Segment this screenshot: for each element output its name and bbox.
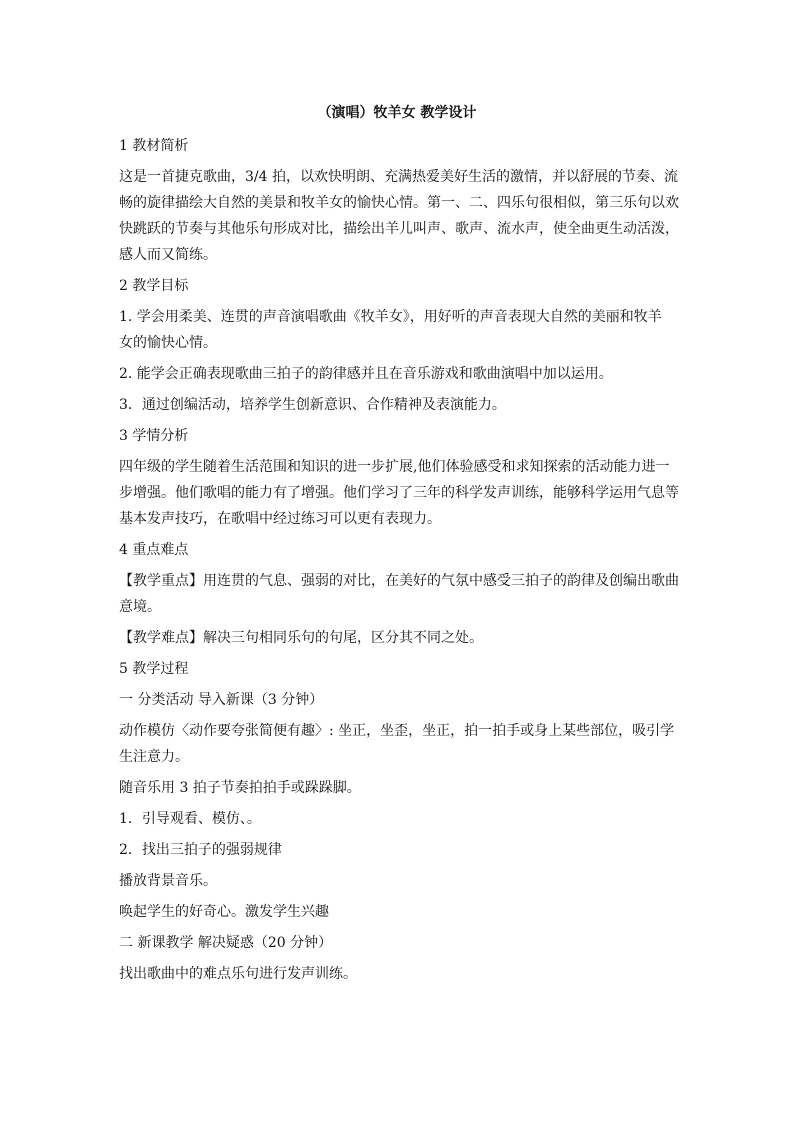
- text-line: 快跳跃的节奏与其他乐句形成对比，描绘出羊儿叫声、歌声、流水声，使全曲更生动活泼，: [119, 221, 679, 237]
- paragraph-difficulty: 【教学难点】解决三句相同乐句的句尾，区分其不同之处。: [119, 630, 483, 646]
- process-step-1: 1．引导观看、模仿、。: [119, 811, 261, 827]
- section-heading-key-points: 4 重点难点: [119, 542, 189, 558]
- paragraph-learner-analysis: [119, 454, 679, 532]
- goal-item-2: 2. 能学会正确表现歌曲三拍子的韵律感并且在音乐游戏和歌曲演唱中加以运用。: [119, 366, 613, 382]
- process-part-2-heading: 二 新课教学 解决疑惑（20 分钟）: [119, 935, 333, 951]
- paragraph-vocal-training: 找出歌曲中的难点乐句进行发声训练。: [119, 966, 357, 982]
- text-line: 畅的旋律描绘大自然的美景和牧羊女的愉快心情。第一、二、四乐句很相似，第三乐句以欢: [119, 195, 679, 211]
- text-line: 1. 学会用柔美、连贯的声音演唱歌曲《牧羊女》，用好听的声音表现大自然的美丽和牧羊: [119, 309, 662, 325]
- paragraph-rhythm-clap: 随音乐用 3 拍子节奏拍拍手或跺跺脚。: [119, 780, 361, 796]
- process-part-1-heading: 一 分类活动 导入新课（3 分钟）: [119, 692, 324, 708]
- goal-item-3: 3．通过创编活动，培养学生创新意识、合作精神及表演能力。: [119, 397, 506, 413]
- text-line: 动作模仿〈动作要夸张简便有趣〉: 坐正，坐歪，坐正，拍一拍手或身上某些部位，吸引学: [119, 723, 675, 739]
- text-line: 感人而又简练。: [119, 247, 217, 263]
- paragraph-arouse-interest: 唤起学生的好奇心。激发学生兴趣: [119, 904, 329, 920]
- text-line: 生注意力。: [119, 749, 189, 765]
- text-line: 基本发声技巧，在歌唱中经过练习可以更有表现力。: [119, 511, 441, 527]
- process-step-2: 2．找出三拍子的强弱规律: [119, 842, 282, 858]
- section-heading-textbook-analysis: 1 教材简析: [119, 138, 189, 154]
- text-line: 【教学重点】用连贯的气息、强弱的对比，在美好的气氛中感受三拍子的韵律及创编出歌曲: [119, 573, 679, 589]
- section-heading-teaching-process: 5 教学过程: [119, 661, 189, 677]
- paragraph-textbook-analysis: [119, 164, 679, 268]
- section-heading-teaching-goals: 2 教学目标: [119, 278, 189, 294]
- text-line: 意境。: [119, 599, 161, 615]
- paragraph-key-point: [119, 568, 679, 620]
- paragraph-background-music: 播放背景音乐。: [119, 873, 217, 889]
- text-line: 女的愉快心情。: [119, 335, 217, 351]
- text-line: 步增强。他们歌唱的能力有了增强。他们学习了三年的科学发声训练，能够科学运用气息等: [119, 485, 679, 501]
- text-line: 四年级的学生随着生活范围和知识的进一步扩展,他们体验感受和求知探索的活动能力进一: [119, 459, 670, 475]
- text-line: 这是一首捷克歌曲，3/4 拍，以欢快明朗、充满热爱美好生活的激情，并以舒展的节奏、流: [119, 169, 678, 185]
- goal-item-1: [119, 304, 679, 356]
- section-heading-learner-analysis: 3 学情分析: [119, 428, 189, 444]
- document-body: [119, 133, 679, 992]
- document-title: （演唱）牧羊女 教学设计: [317, 105, 477, 121]
- paragraph-action-imitation: [119, 718, 679, 770]
